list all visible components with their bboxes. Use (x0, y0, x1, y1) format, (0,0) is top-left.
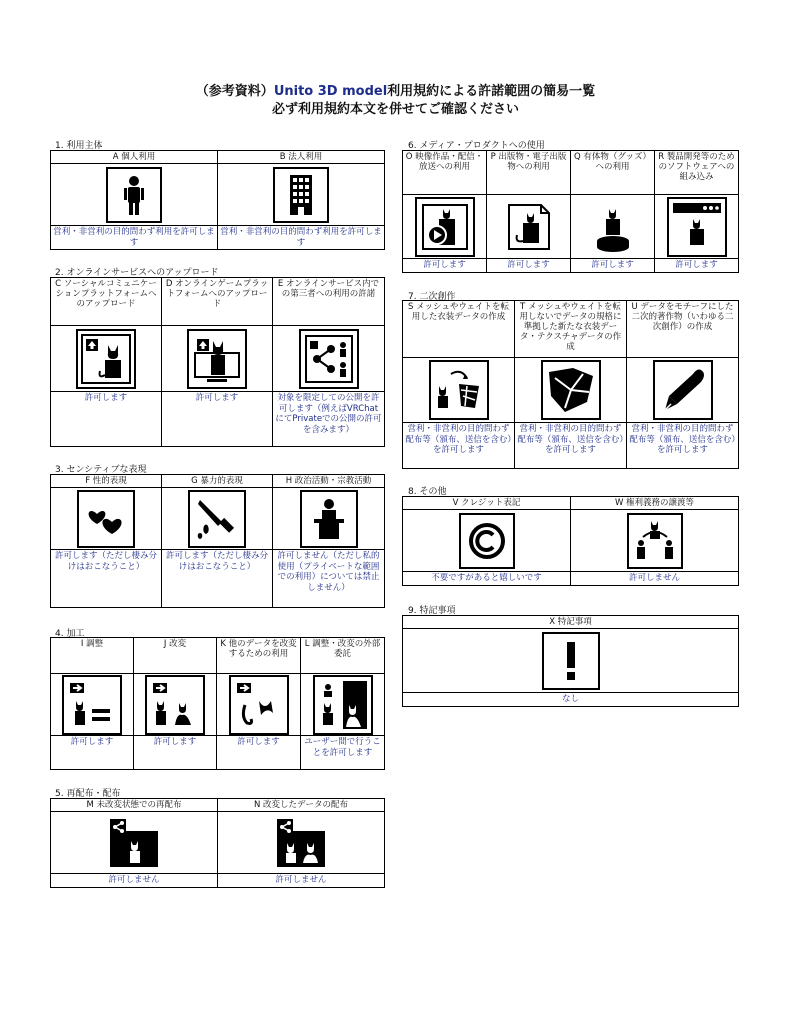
upload-monitor-icon (187, 329, 247, 389)
section-title-redistribution: 5. 再配布・配布 (55, 789, 121, 799)
section-title-online-upload: 2. オンラインサービスへのアップロード (55, 268, 219, 278)
label-r: R 製品開発等のためのソフトウェアへの組み込み (655, 151, 739, 195)
adjust-icon (62, 675, 122, 735)
note-g: 許可します（ただし棲み分けはおこなうこと） (162, 550, 273, 608)
mesh-transfer-icon (429, 360, 489, 420)
pen-icon (653, 360, 713, 420)
label-k: K 他のデータを改変するための利用 (217, 638, 301, 674)
title-prefix: （参考資料） (195, 84, 274, 99)
note-o: 許可します (403, 259, 487, 273)
parts-icon (229, 675, 289, 735)
note-j: 許可します (134, 736, 217, 770)
note-i: 許可します (51, 736, 134, 770)
label-e: E オンラインサービス内での第三者への利用の許諾 (273, 278, 385, 326)
page-subtitle: 必ず利用規約本文を併せてご確認ください (271, 102, 519, 117)
label-q: Q 有体物（グッズ）への利用 (571, 151, 655, 195)
processing-table (50, 637, 385, 770)
cloth-icon (541, 360, 601, 420)
note-d: 許可します (162, 392, 273, 447)
label-p: P 出版物・電子出版物への利用 (487, 151, 571, 195)
upload-avatar-icon (76, 329, 136, 389)
note-l: ユーザー間で行うことを許可します (301, 736, 385, 770)
title-product: Unito 3D model (273, 84, 388, 99)
note-s: 営利・非営利の目的問わず配布等（頒布、送信を含む）を許可します (403, 423, 515, 469)
sensitive-table (50, 474, 385, 608)
page-title (0, 80, 791, 99)
media-table (402, 150, 739, 273)
usage-subject-table (50, 150, 385, 250)
knife-icon (188, 490, 246, 548)
label-n: N 改変したデータの配布 (218, 799, 385, 812)
publication-icon (501, 199, 557, 255)
label-t: T メッシュやウェイトを転用しないでデータの規格に準拠した新たな衣装データ・テクスチャデータの作成 (515, 301, 627, 358)
note-k: 許可します (217, 736, 301, 770)
section-title-derivative: 7. 二次創作 (408, 292, 456, 302)
section-title-usage-subject: 1. 利用主体 (55, 141, 103, 151)
note-a: 営利・非営利の目的問わず利用を許可します (51, 226, 218, 250)
label-v: V クレジット表記 (403, 497, 571, 510)
note-n: 許可しません (218, 874, 385, 888)
person-icon (106, 167, 162, 223)
note-e: 対象を限定しての公開を許可します（例えばVRChatにてPrivateでの公開の許可を含みます） (273, 392, 385, 447)
note-v: 不要ですがあると嬉しいです (403, 572, 571, 586)
section-title-other: 8. その他 (408, 487, 447, 497)
label-c: C ソーシャルコミュニケーションプラットフォームへのアップロード (51, 278, 162, 326)
section-title-media: 6. メディア・プロダクトへの使用 (408, 141, 545, 151)
label-x: X 特記事項 (403, 616, 739, 629)
redistribution-table (50, 798, 385, 888)
note-c: 許可します (51, 392, 162, 447)
building-icon (273, 167, 329, 223)
section-title-special-notes: 9. 特記事項 (408, 606, 456, 616)
note-p: 許可します (487, 259, 571, 273)
label-g: G 暴力的表現 (162, 475, 273, 488)
software-icon (667, 197, 727, 257)
online-upload-table (50, 277, 385, 447)
note-u: 営利・非営利の目的問わず配布等（頒布、送信を含む）を許可します (627, 423, 739, 469)
label-f: F 性的表現 (51, 475, 162, 488)
transfer-rights-icon (627, 513, 683, 569)
derivative-table (402, 300, 739, 469)
special-notes-table (402, 615, 739, 707)
podium-icon (300, 490, 358, 548)
label-w: W 権利義務の譲渡等 (571, 497, 739, 510)
note-b: 営利・非営利の目的問わず利用を許可します (218, 226, 385, 250)
label-j: J 改変 (134, 638, 217, 674)
note-h: 許可しません（ただし私的使用（プライベートな範囲での利用）については禁止しません） (273, 550, 385, 608)
label-o: O 映像作品・配信・放送への利用 (403, 151, 487, 195)
note-x: なし (403, 693, 739, 707)
label-b: B 法人利用 (218, 151, 385, 164)
section-title-sensitive: 3. センシティブな表現 (55, 465, 147, 475)
note-m: 許可しません (51, 874, 218, 888)
copyright-icon (459, 513, 515, 569)
note-t: 営利・非営利の目的問わず配布等（頒布、送信を含む）を許可します (515, 423, 627, 469)
title-suffix: 利用規約による許諾範囲の簡易一覧 (387, 84, 596, 99)
other-table (402, 496, 739, 586)
label-i: I 調整 (51, 638, 134, 674)
share-users-icon (299, 329, 359, 389)
hearts-icon (77, 490, 135, 548)
label-d: D オンラインゲームプラットフォームへのアップロード (162, 278, 273, 326)
label-l: L 調整・改変の外部委託 (301, 638, 385, 674)
note-r: 許可します (655, 259, 739, 273)
note-w: 許可しません (571, 572, 739, 586)
label-s: S メッシュやウェイトを転用した衣装データの作成 (403, 301, 515, 358)
label-a: A 個人利用 (51, 151, 218, 164)
label-m: M 未改変状態での再配布 (51, 799, 218, 812)
redistribute-icon (106, 815, 162, 871)
label-h: H 政治活動・宗教活動 (273, 475, 385, 488)
figure-icon (585, 199, 641, 255)
note-q: 許可します (571, 259, 655, 273)
redistribute-modified-icon (273, 815, 329, 871)
section-title-processing: 4. 加工 (55, 629, 85, 639)
label-u: U データをモチーフにした二次的著作物（いわゆる二次創作）の作成 (627, 301, 739, 358)
video-icon (415, 197, 475, 257)
modify-icon (145, 675, 205, 735)
note-f: 許可します（ただし棲み分けはおこなうこと） (51, 550, 162, 608)
outsource-icon (313, 675, 373, 735)
exclamation-icon (542, 632, 600, 690)
